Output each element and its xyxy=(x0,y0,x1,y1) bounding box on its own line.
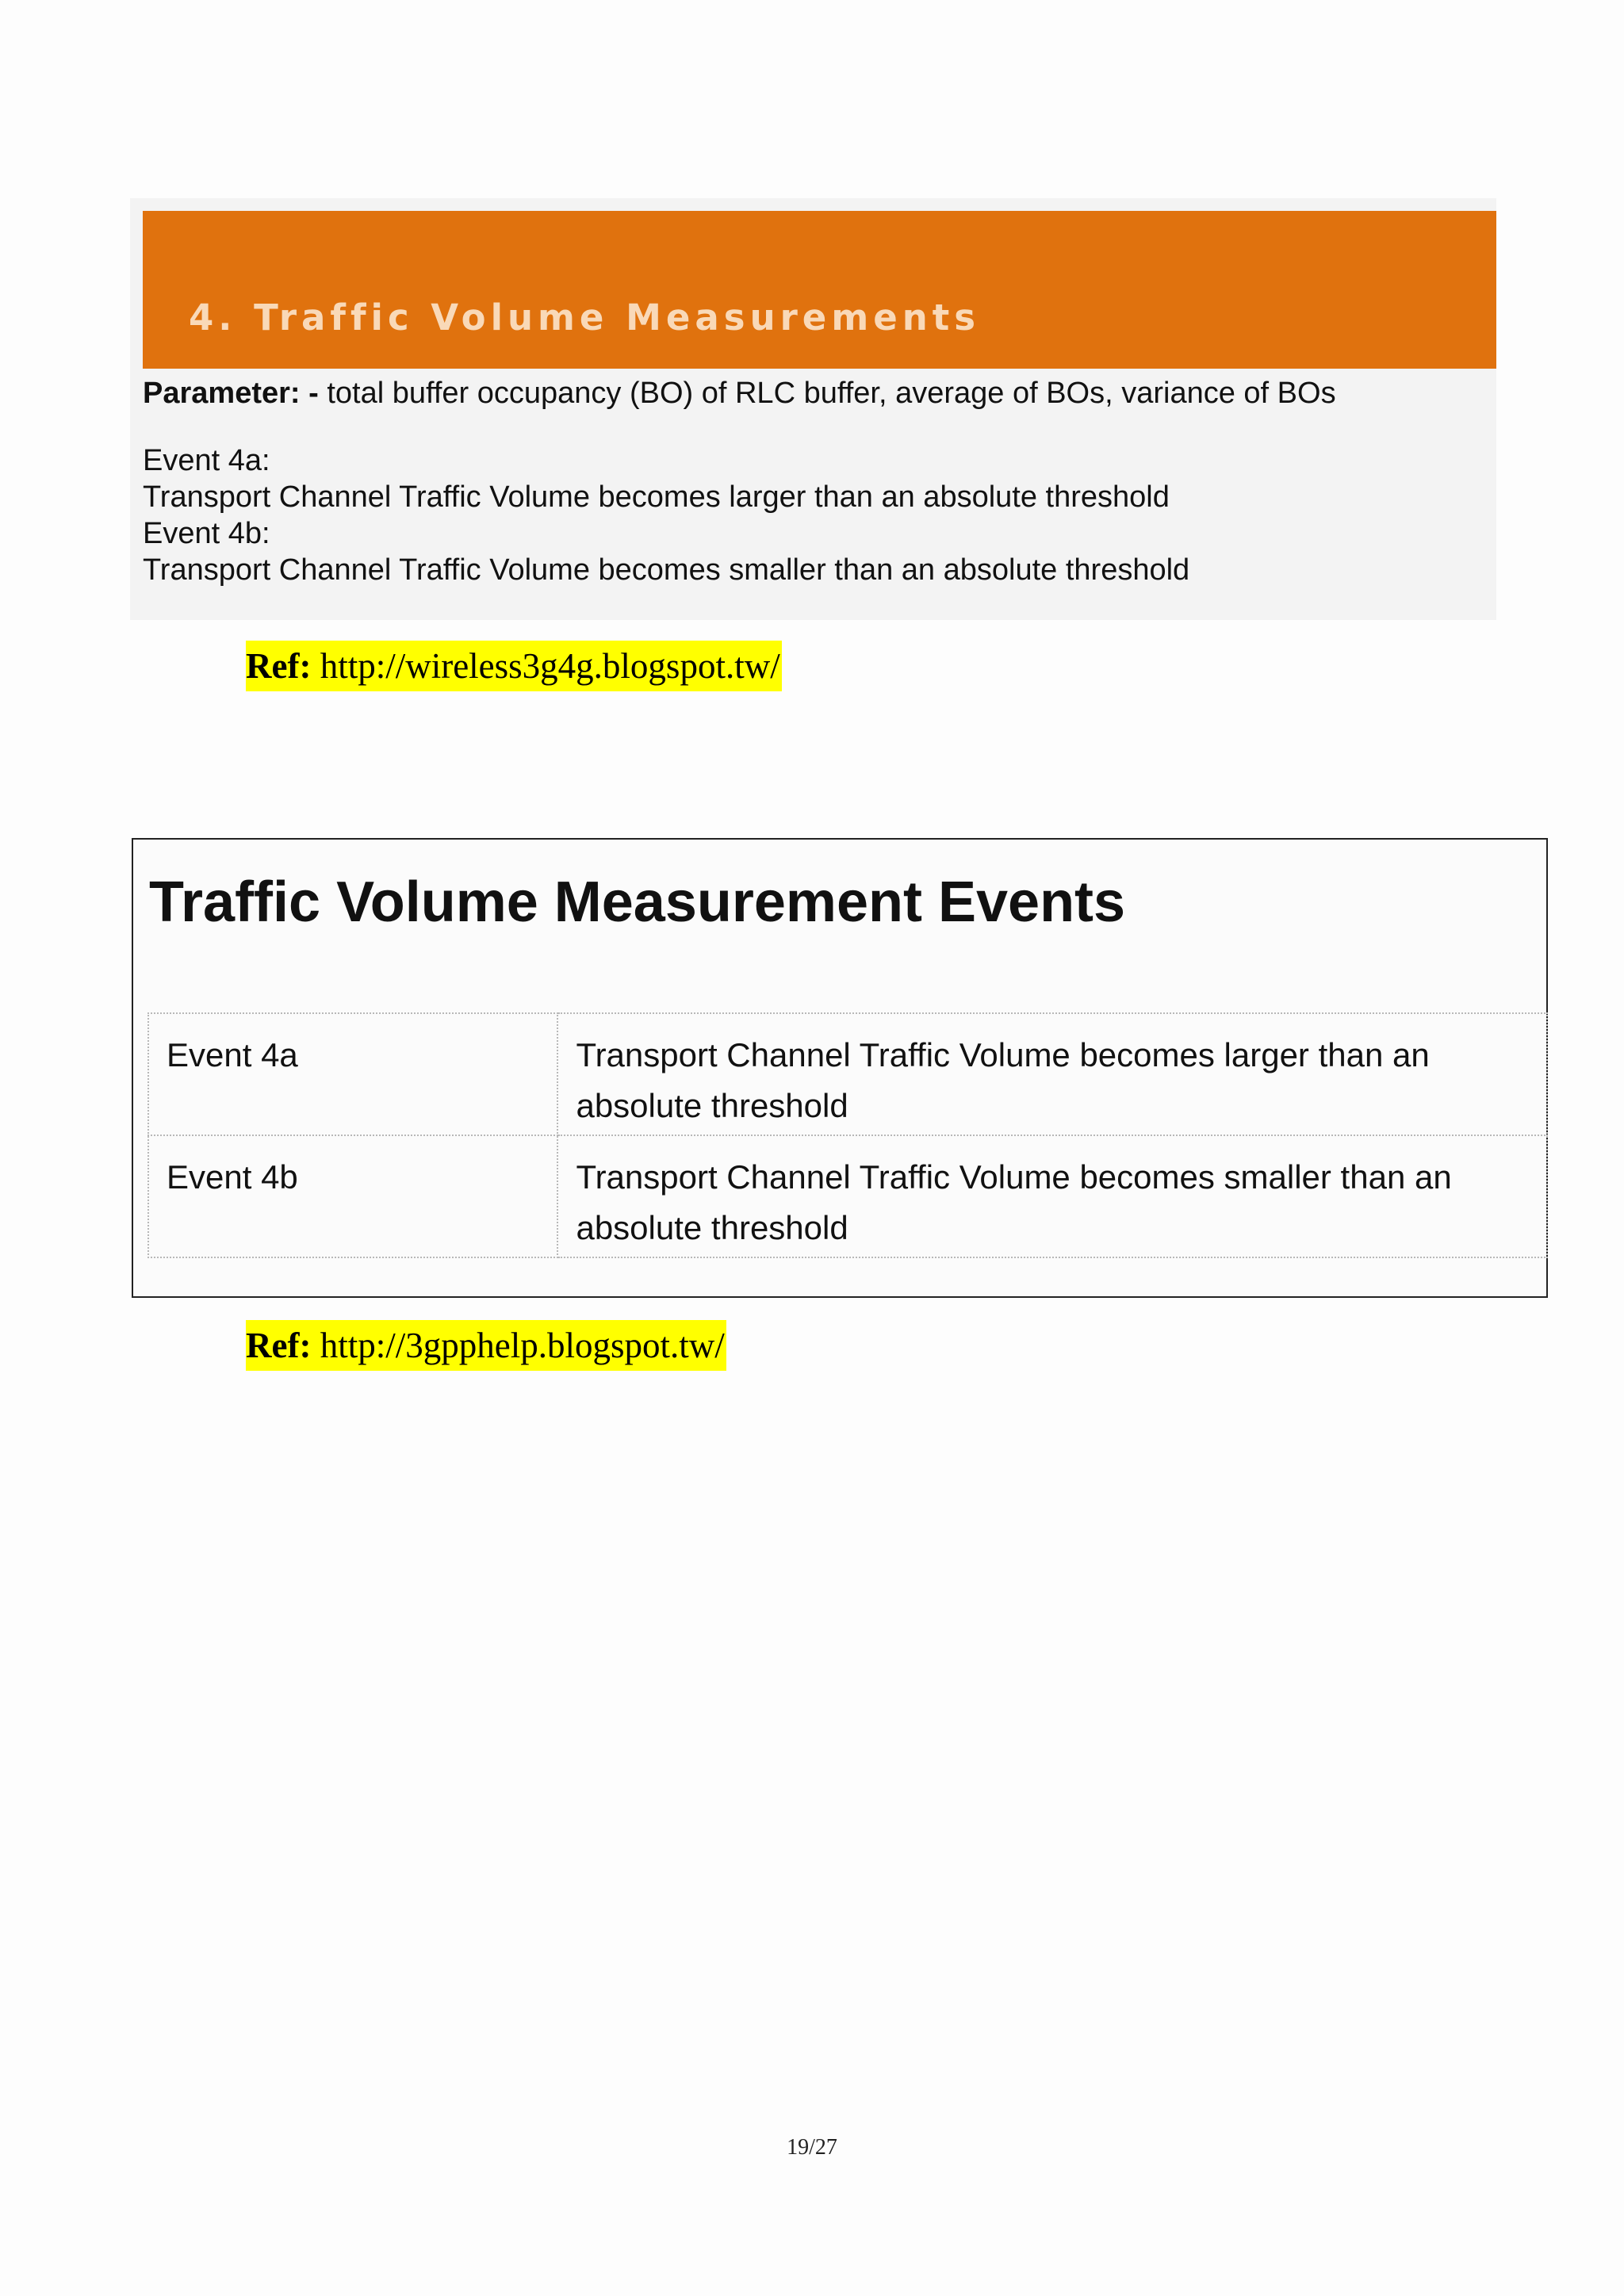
event-4a-heading: Event 4a: xyxy=(143,444,270,477)
event-list xyxy=(143,442,1189,588)
event-description-cell: Transport Channel Traffic Volume becomes smaller than an absolute threshold xyxy=(557,1135,1547,1257)
reference-label: Ref: xyxy=(246,1326,312,1365)
section-banner xyxy=(143,211,1496,369)
banner-title: 4. Traffic Volume Measurements xyxy=(189,297,981,339)
event-4b-heading: Event 4b: xyxy=(143,517,270,550)
parameter-line xyxy=(143,377,1336,411)
reference-line xyxy=(246,1320,726,1371)
page-number: 19/27 xyxy=(787,2135,837,2160)
measurement-events-screenshot xyxy=(132,838,1548,1298)
table-row xyxy=(148,1013,1547,1135)
event-name-cell: Event 4b xyxy=(148,1135,557,1257)
table-row xyxy=(148,1135,1547,1257)
parameter-text: total buffer occupancy (BO) of RLC buffer, average of BOs, variance of BOs xyxy=(318,377,1336,410)
reference-link[interactable]: http://wireless3g4g.blogspot.tw/ xyxy=(311,646,780,686)
parameter-label: Parameter: - xyxy=(143,377,319,410)
reference-link[interactable]: http://3gpphelp.blogspot.tw/ xyxy=(311,1326,725,1365)
reference-label: Ref: xyxy=(246,646,312,686)
event-name-cell: Event 4a xyxy=(148,1013,557,1135)
traffic-volume-measurements-screenshot xyxy=(130,198,1496,620)
table-title: Traffic Volume Measurement Events xyxy=(149,871,1126,934)
event-4b-text: Transport Channel Traffic Volume becomes smaller than an absolute threshold xyxy=(143,553,1190,587)
event-4a-text: Transport Channel Traffic Volume becomes larger than an absolute threshold xyxy=(143,480,1170,514)
reference-line xyxy=(246,641,782,691)
events-table xyxy=(147,1012,1548,1258)
event-description-cell: Transport Channel Traffic Volume becomes larger than an absolute threshold xyxy=(557,1013,1547,1135)
